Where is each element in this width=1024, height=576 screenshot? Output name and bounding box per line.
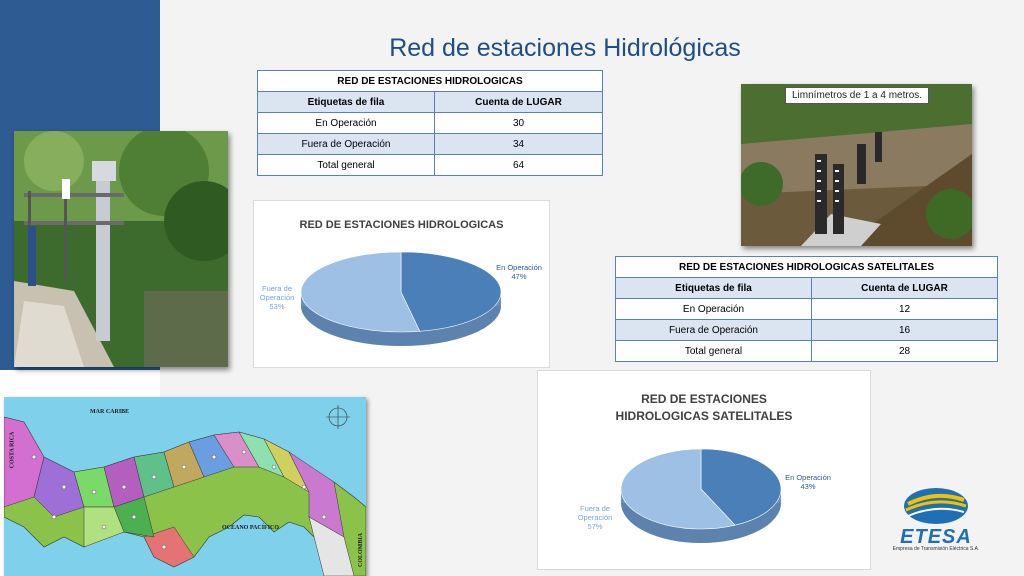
etesa-logo [878, 486, 994, 556]
table-cell-value: 16 [812, 320, 998, 341]
table-header-value: Cuenta de LUGAR [435, 92, 603, 113]
table-header-label: Etiquetas de fila [616, 278, 812, 299]
slide-title: Red de estaciones Hidrológicas [389, 34, 741, 62]
chart-title: RED DE ESTACIONES HIDROLOGICAS [299, 219, 504, 231]
table-header-value: Cuenta de LUGAR [812, 278, 998, 299]
table-cell-value: 30 [435, 113, 603, 134]
table-header-label: Etiquetas de fila [258, 92, 435, 113]
panama-map [4, 397, 366, 576]
table-cell-value: 28 [812, 341, 998, 362]
map-label-colombia: COLOMBIA [358, 532, 365, 568]
map-label-caribe: MAR CARIBE [90, 409, 130, 415]
table-cell-label: Total general [616, 341, 812, 362]
logo-text: ETESA [900, 526, 972, 548]
pie-label-fuera-operacion: Fuera de Operación 53% [259, 284, 295, 311]
table-cell-label: Fuera de Operación [258, 134, 435, 155]
table-cell-label: En Operación [258, 113, 435, 134]
pie-label-fuera-operacion: Fuera de Operación 57% [577, 504, 613, 531]
table-cell-label: Fuera de Operación [616, 320, 812, 341]
table-cell-value: 12 [812, 299, 998, 320]
pie-chart-satellite-svg [538, 371, 870, 569]
table-cell-value: 34 [435, 134, 603, 155]
pie-chart-main [253, 200, 550, 368]
table-cell-label: En Operación [616, 299, 812, 320]
table-main [257, 70, 603, 176]
pie-label-en-operacion: En Operación 43% [785, 473, 831, 491]
pie-chart-satellite [537, 370, 871, 570]
limnimetros-photo [741, 84, 972, 246]
table-cell-label: Total general [258, 155, 435, 176]
map-label-pacifico: OCÉANO PACÍFICO [222, 525, 280, 531]
logo-tagline: Empresa de Transmisión Eléctrica S.A. [892, 546, 980, 552]
table-caption: RED DE ESTACIONES HIDROLOGICAS SATELITALES [616, 257, 998, 278]
chart-title: RED DE ESTACIONES HIDROLOGICAS SATELITALES [615, 392, 793, 423]
table-satellite [615, 256, 998, 362]
table-caption: RED DE ESTACIONES HIDROLOGICAS [258, 71, 603, 92]
table-cell-value: 64 [435, 155, 603, 176]
photo-caption: Limnímetros de 1 a 4 metros. [785, 87, 929, 104]
station-photo [14, 131, 228, 367]
map-label-costa-rica: COSTA RICA [9, 431, 16, 469]
pie-label-en-operacion: En Operación 47% [496, 263, 542, 281]
